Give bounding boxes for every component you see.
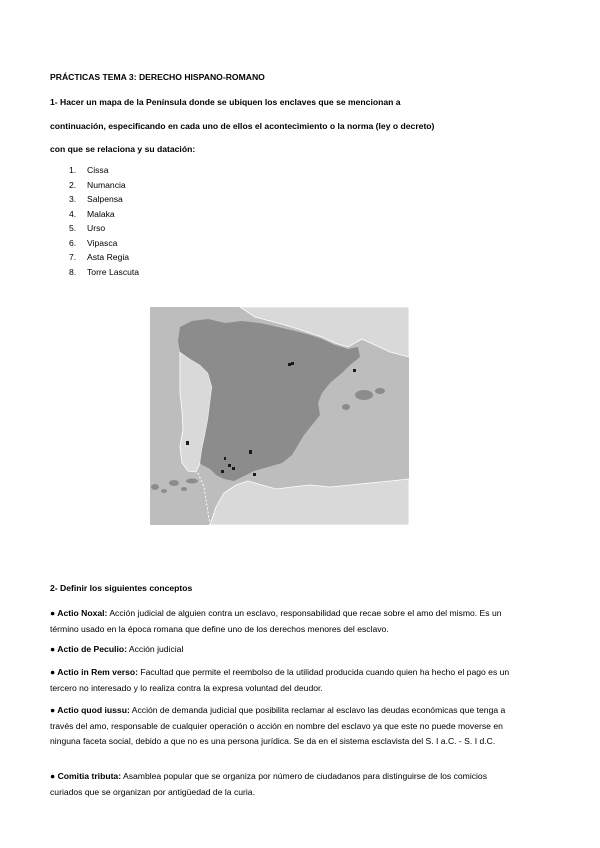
menorca-island	[375, 388, 385, 394]
definition-term: ● Actio in Rem verso:	[50, 667, 138, 677]
canary-island	[169, 480, 179, 486]
place-name: Vipasca	[87, 237, 118, 248]
list-number: 5.	[69, 223, 77, 233]
place-name: Urso	[87, 223, 106, 233]
canary-island	[181, 487, 187, 491]
list-item	[69, 236, 139, 251]
marker-asta-regia	[221, 470, 224, 473]
definition-text: Acción judicial de alguien contra un esclavo, responsabilidad que recae sobre el amo del mismo. Es un término usado en la época romana que define uno de los derechos menores del esclavo.	[50, 608, 502, 634]
definition-text: Facultad que permite el reembolso de la utilidad producida cuando quien ha hecho el pago es un tercero no interesado y lo realiza contra la expresa voluntad del deudor.	[50, 667, 510, 693]
list-item	[69, 207, 139, 222]
mallorca-island	[355, 390, 373, 400]
definition-term: ● Actio quod iussu:	[50, 705, 130, 715]
marker-vipasca	[186, 441, 189, 445]
marker-numancia	[288, 363, 291, 366]
question-1-line-1: 1- Hacer un mapa de la Península donde se ubiquen los enclaves que se mencionan a	[50, 97, 401, 107]
definition-text: Acción de demanda judicial que posibilita reclamar al esclavo las deudas económicas que tenga a través del amo, responsable de cualquier operación o acción en nombre del esclavo ya que este no puede moverse en ninguna faceta social, debido a que no es una persona jurídica. Se da en el sistema esclavista del S. I a.C. - S. I d.C.	[50, 705, 506, 746]
page-title: PRÁCTICAS TEMA 3: DERECHO HISPANO-ROMANO	[50, 72, 265, 82]
list-item	[69, 178, 139, 193]
place-name: Torre Lascuta	[87, 266, 140, 277]
definition-text: Asamblea popular que se organiza por número de ciudadanos para distinguirse de los comicios curiados que se organizan por antigüedad de la curia.	[50, 771, 488, 797]
list-item	[69, 163, 139, 178]
list-item	[69, 192, 139, 207]
canary-island	[161, 489, 167, 493]
marker-salpensa	[224, 457, 226, 460]
list-number: 1.	[69, 165, 77, 175]
definition-actio-de-peculio	[50, 642, 520, 658]
place-name: Numancia	[87, 179, 126, 190]
question-2-heading: 2- Definir los siguientes conceptos	[50, 583, 193, 593]
list-number: 2.	[69, 179, 77, 190]
marker-urso	[249, 450, 252, 454]
marker-cissa	[353, 369, 356, 372]
iberian-peninsula-map	[150, 307, 409, 525]
marker-numancia	[291, 362, 294, 365]
list-number: 4.	[69, 208, 77, 219]
definition-comitia-tributa	[50, 769, 520, 800]
marker-salpensa	[228, 464, 231, 467]
list-item	[69, 221, 139, 236]
place-name: Salpensa	[87, 194, 123, 204]
place-name: Asta Regia	[87, 252, 130, 262]
list-number: 3.	[69, 194, 77, 204]
definition-actio-noxal	[50, 606, 520, 637]
canary-island	[186, 479, 198, 484]
definition-term: ● Actio Noxal:	[50, 608, 108, 618]
marker-torre-lascuta	[232, 467, 235, 470]
list-number: 6.	[69, 237, 77, 248]
ibiza-island	[342, 404, 350, 410]
list-number: 8.	[69, 266, 77, 277]
question-1-line-2: continuación, especificando en cada uno de ellos el acontecimiento o la norma (ley o decreto)	[50, 121, 435, 131]
definition-term: ● Comitia tributa:	[50, 771, 122, 781]
list-number: 7.	[69, 252, 77, 262]
definition-text: Acción judicial	[126, 644, 184, 654]
list-item	[69, 250, 139, 265]
marker-malaka	[253, 473, 256, 476]
question-1-line-3: con que se relaciona y su datación:	[50, 144, 196, 154]
places-list	[69, 163, 139, 279]
place-name: Malaka	[87, 208, 115, 219]
canary-island	[151, 484, 159, 490]
africa-land	[210, 479, 409, 525]
definition-actio-quod-iussu	[50, 703, 520, 750]
definition-term: ● Actio de Peculio:	[50, 644, 127, 654]
list-item	[69, 265, 139, 280]
definition-actio-in-rem-verso	[50, 665, 520, 696]
place-name: Cissa	[87, 165, 109, 175]
